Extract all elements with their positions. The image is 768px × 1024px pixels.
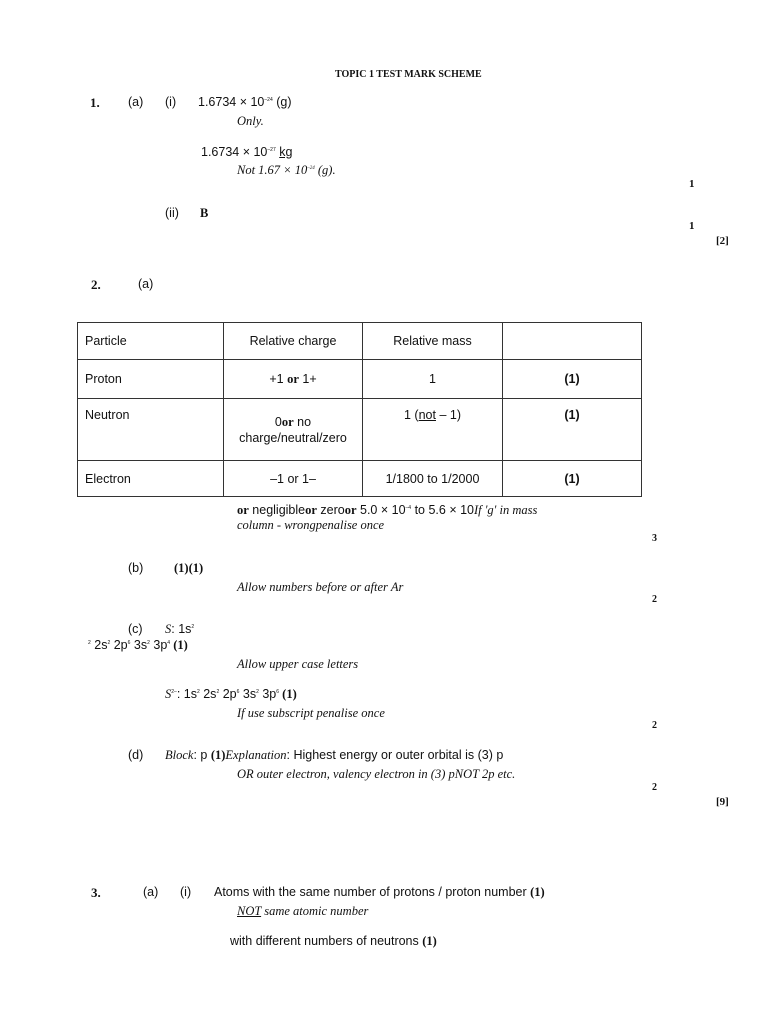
table-header: Particle xyxy=(78,323,224,360)
q2-part-a: (a) xyxy=(138,277,154,291)
table-cell-mass: 1 xyxy=(363,360,503,399)
table-cell-particle: Neutron xyxy=(78,399,224,461)
q2-allow-note: Allow numbers before or after Ar xyxy=(237,580,404,594)
q3-part-a: (a) xyxy=(143,885,159,899)
q2-answer-b: (1)(1) xyxy=(174,561,204,575)
table-header: Relative mass xyxy=(363,323,503,360)
q2-mark-a: 3 xyxy=(652,533,657,544)
table-cell-particle: Proton xyxy=(78,360,224,399)
q2-part-d: (d) xyxy=(128,748,144,762)
table-header xyxy=(503,323,642,360)
q1-part-i: (i) xyxy=(165,95,177,109)
q1-part-a: (a) xyxy=(128,95,144,109)
q1-total: [2] xyxy=(716,235,729,247)
q2-sulfide-config: $S^{2-}$: $1s^2$ $2s^2$ $2p^6$ $3s^2$ $3p^6$ (1) xyxy=(165,687,297,701)
q1-answer-i: $1.6734 \times 10^{-24}$ (g) xyxy=(198,95,292,109)
q3-answer-line2: with different numbers of neutrons (1) xyxy=(230,934,437,948)
table-row xyxy=(78,461,642,497)
table-row xyxy=(78,399,642,461)
q2-allow-upper-note: Allow upper case letters xyxy=(237,657,359,671)
q3-number: 3. xyxy=(91,885,101,900)
q2-subscript-note: If use subscript penalise once xyxy=(237,706,385,720)
table-cell-charge: +1 or 1+ xyxy=(224,360,363,399)
q1-only-note: Only. xyxy=(237,114,264,128)
table-cell-mark: (1) xyxy=(503,461,642,497)
table-header-row xyxy=(78,323,642,360)
table-cell-mark: (1) xyxy=(503,360,642,399)
q2-mark-d: 2 xyxy=(652,782,657,793)
q3-not-note: NOT same atomic number xyxy=(237,904,369,918)
q1-not-note: Not $1.67 \times 10^{-24}$ (g). xyxy=(237,163,336,177)
q3-answer-line1: Atoms with the same number of protons / proton number (1) xyxy=(214,885,545,899)
q2-part-b: (b) xyxy=(128,561,144,575)
q2-penalty-note: column - wrongpenalise once xyxy=(237,518,385,532)
table-cell-mass: 1 (not – 1) xyxy=(363,399,503,461)
table-cell-mark: (1) xyxy=(503,399,642,461)
page-title: TOPIC 1 TEST MARK SCHEME xyxy=(335,69,482,80)
particle-table xyxy=(77,322,642,497)
q2-d-note: OR outer electron, valency electron in (3) pNOT 2p etc. xyxy=(237,767,516,781)
q2-answer-d: Block: p (1)Explanation: Highest energy or outer orbital is (3) p xyxy=(165,748,504,762)
q1-mark-i: 1 xyxy=(689,178,695,190)
q2-mark-c: 2 xyxy=(652,720,657,731)
q2-mark-b: 2 xyxy=(652,594,657,605)
table-cell-charge: –1 or 1– xyxy=(224,461,363,497)
table-cell-particle: Electron xyxy=(78,461,224,497)
q2-sulfur-config: S: $1s^2$ xyxy=(165,622,195,636)
q1-mark-ii: 1 xyxy=(689,220,695,232)
table-row xyxy=(78,360,642,399)
q2-number: 2. xyxy=(91,277,101,292)
q1-part-ii: (ii) xyxy=(165,206,179,220)
table-cell-mass: 1/1800 to 1/2000 xyxy=(363,461,503,497)
q2-alternatives-note: or negligibleor zeroor $5.0 \times 10^{-4}$ to 5.6 × 10If 'g' in mass xyxy=(237,503,538,517)
table-cell-charge: 0or no charge/neutral/zero xyxy=(224,399,363,461)
table-header: Relative charge xyxy=(224,323,363,360)
q1-alt-answer: $1.6734 \times 10^{-27}$ kg xyxy=(201,145,293,159)
q3-part-i: (i) xyxy=(180,885,192,899)
q2-part-c: (c) xyxy=(128,622,143,636)
q2-sulfur-config-cont: $^2$ $2s^2$ $2p^6$ $3s^2$ $3p^4$ (1) xyxy=(88,638,188,652)
q2-total: [9] xyxy=(716,796,729,808)
q1-answer-ii: B xyxy=(200,206,209,220)
q1-number: 1. xyxy=(90,95,100,110)
